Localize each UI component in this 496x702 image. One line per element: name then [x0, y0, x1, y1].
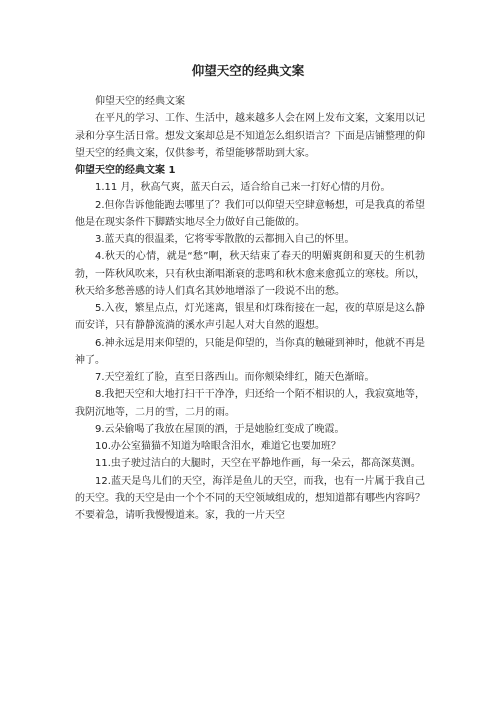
- list-item: 6.神永远是用来仰望的，只能是仰望的，当你真的触碰到神时，他就不再是神了。: [75, 337, 425, 366]
- intro-paragraph: 在平凡的学习、工作、生活中，越来越多人会在网上发布文案，文案用以记录和分享生活日常。想发文案却总是不知道怎么组织语言？下面是店铺整理的仰望天空的经典文案，仅供参考，希望能够帮助到大家。: [75, 113, 425, 159]
- document-body: [75, 93, 425, 524]
- section-heading: 仰望天空的经典文案 1: [75, 165, 176, 176]
- list-item: 4.秋天的心情，就是“愁”啊，秋天结束了春天的明媚爽朗和夏天的生机勃勃，一阵秋风吹来，只有秋虫渐唱渐衰的悲鸣和秋木愈来愈孤立的寒枝。所以，秋天给多愁善感的诗人们真名其妙地增添了一段说不出的愁。: [75, 251, 425, 297]
- list-item: 7.天空羞红了脸，直至日落西山。而你颊染绯红，随天色渐暗。: [95, 372, 375, 383]
- list-item: 11.虫子驶过洁白的大腿时，天空在平静地作画，每一朵云，都高深莫测。: [95, 458, 421, 470]
- list-item: 1.11 月，秋高气爽，蓝天白云，适合给自己来一打好心情的月份。: [95, 182, 391, 194]
- list-item: 9.云朵偷喝了我放在屋顶的酒，于是她脸红变成了晚霞。: [95, 423, 345, 435]
- document-title: 仰望天空的经典文案: [191, 63, 305, 78]
- list-item: 12.蓝天是鸟儿们的天空，海洋是鱼儿的天空，而我，也有一片属于我自己的天空。我的天空是由一个个不同的天空领域组成的，想知道都有哪些内容吗？不要着急，请听我慢慢道来。家，我的一片天空: [75, 475, 425, 521]
- list-item: 5.入夜，繁星点点，灯光迷离，银星和灯珠衔接在一起，夜的草原是这么静而安详，只有静静流淌的溪水声引起人对大自然的遐想。: [75, 303, 425, 332]
- list-item: 10.办公室猫猫不知道为啥眼含泪水，难道它也要加班？: [95, 441, 341, 452]
- intro-subtitle: 仰望天空的经典文案: [95, 96, 185, 107]
- list-item: 2.但你告诉他能跑去哪里了？我们可以仰望天空肆意畅想，可是我真的希望他是在现实条件下脚踏实地尽全力做好自己能做的。: [75, 199, 425, 228]
- list-item: 3.蓝天真的很温柔，它将零零散散的云都拥入自己的怀里。: [95, 234, 355, 245]
- list-item: 8.我把天空和大地打扫干干净净，归还给一个陌不相识的人，我寂寞地等，我阴沉地等，二月的雪，二月的雨。: [75, 389, 425, 418]
